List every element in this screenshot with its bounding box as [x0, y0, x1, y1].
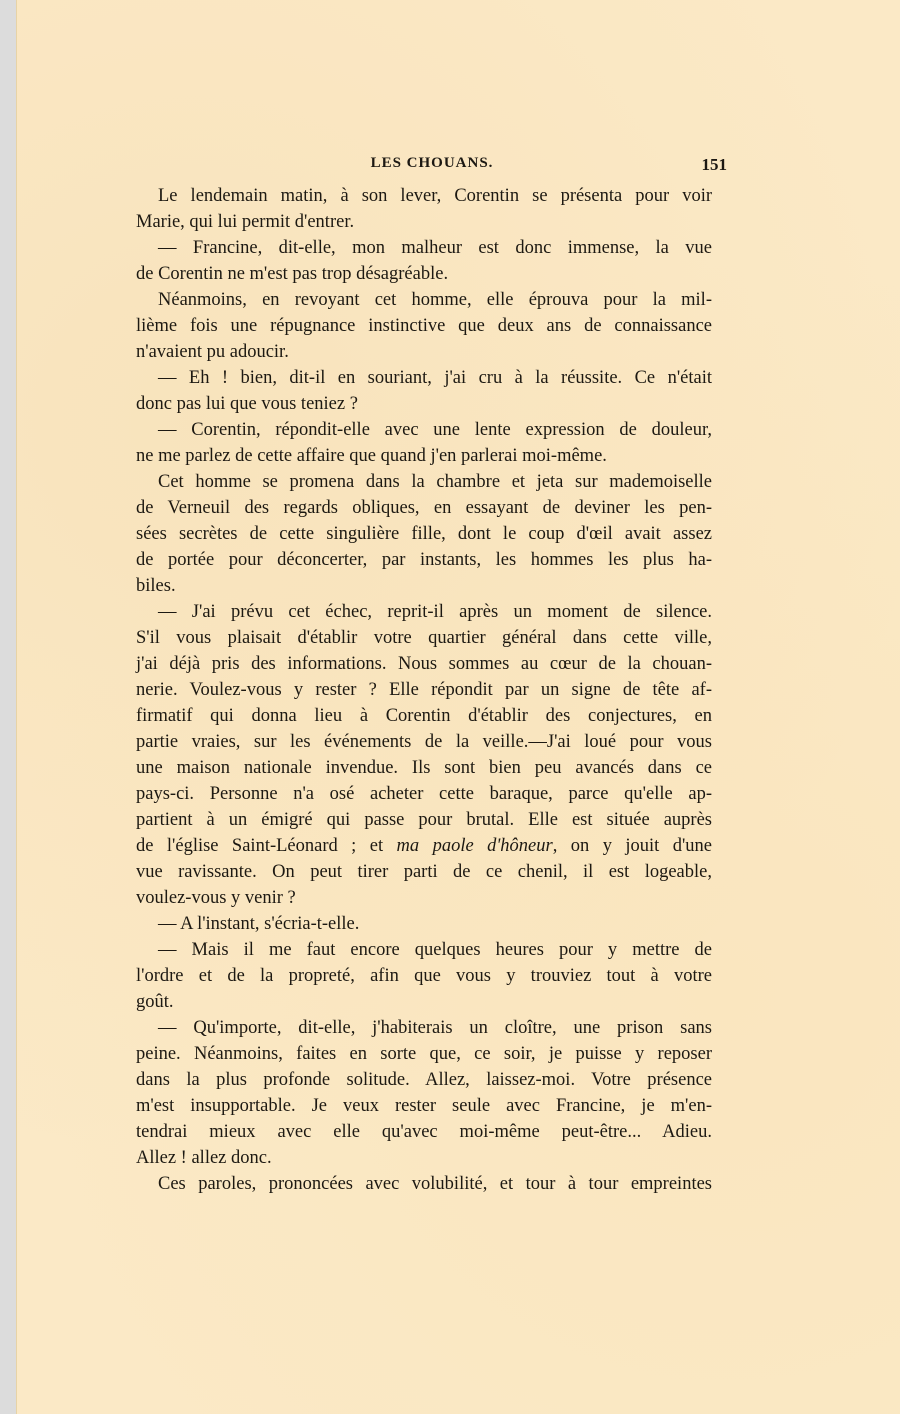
text-line: — Francine, dit-elle, mon malheur est donc immense, la vue [158, 238, 712, 258]
text-line: lième fois une répugnance instinctive que deux ans de connaissance [136, 316, 712, 336]
text-line: partie vraies, sur les événements de la veille.—J'ai loué pour vous [136, 732, 712, 752]
text-line: Ces paroles, prononcées avec volubilité, et tour à tour empreintes [158, 1174, 712, 1194]
text-segment: , on y jouit d'une [552, 836, 713, 856]
paragraph [136, 183, 712, 235]
text-line: — Mais il me faut encore quelques heures pour y mettre de [158, 940, 712, 960]
text-segment: de l'église Saint-Léonard ; et [136, 836, 397, 856]
paragraph [136, 235, 712, 287]
text-line: l'ordre et de la propreté, afin que vous y trouviez tout à votre [136, 966, 712, 986]
text-line: de Verneuil des regards obliques, en essayant de deviner les pen- [136, 498, 712, 518]
text-line: une maison nationale invendue. Ils sont bien peu avancés dans ce [136, 758, 712, 778]
text-line: sées secrètes de cette singulière fille, dont le coup d'œil avait assez [136, 524, 712, 544]
paragraph [136, 417, 712, 469]
text-line: ne me parlez de cette affaire que quand j'en parlerai moi-même. [136, 446, 607, 466]
text-line: — Corentin, répondit-elle avec une lente expression de douleur, [158, 420, 712, 440]
paragraph [136, 599, 712, 911]
paragraph [136, 1171, 712, 1197]
italic-phrase: ma paole d'hôneur [396, 836, 553, 856]
text-line: nerie. Voulez-vous y rester ? Elle répondit par un signe de tête af- [136, 680, 712, 700]
running-head [137, 155, 727, 179]
text-line: — Qu'importe, dit-elle, j'habiterais un cloître, une prison sans [158, 1018, 712, 1038]
text-line: peine. Néanmoins, faites en sorte que, ce soir, je puisse y reposer [136, 1044, 712, 1064]
text-line: vue ravissante. On peut tirer parti de ce chenil, il est logeable, [136, 862, 712, 882]
text-line-with-italic [136, 833, 712, 859]
body-text [136, 183, 712, 1197]
text-line: Marie, qui lui permit d'entrer. [136, 212, 355, 232]
text-line: partient à un émigré qui passe pour brutal. Elle est située auprès [136, 810, 712, 830]
text-line: firmatif qui donna lieu à Corentin d'établir des conjectures, en [136, 706, 712, 726]
text-line: — J'ai prévu cet échec, reprit-il après un moment de silence. [158, 602, 712, 622]
paragraph [136, 937, 712, 1015]
text-line: de Corentin ne m'est pas trop désagréable. [136, 264, 449, 284]
text-line: S'il vous plaisait d'établir votre quartier général dans cette ville, [136, 628, 712, 648]
text-line: biles. [136, 576, 176, 596]
book-page [16, 0, 900, 1414]
paragraph [136, 287, 712, 365]
paragraph [136, 1015, 712, 1171]
text-line: dans la plus profonde solitude. Allez, laissez-moi. Votre présence [136, 1070, 712, 1090]
text-line: voulez-vous y venir ? [136, 888, 296, 908]
paragraph [136, 911, 712, 937]
paragraph [136, 469, 712, 599]
text-line: Néanmoins, en revoyant cet homme, elle éprouva pour la mil- [158, 290, 712, 310]
text-line: de portée pour déconcerter, par instants, les hommes les plus ha- [136, 550, 712, 570]
text-line: n'avaient pu adoucir. [136, 342, 289, 362]
text-line: m'est insupportable. Je veux rester seule avec Francine, je m'en- [136, 1096, 712, 1116]
running-title: LES CHOUANS. [370, 155, 494, 171]
text-line: Allez ! allez donc. [136, 1148, 272, 1168]
text-line: — A l'instant, s'écria-t-elle. [158, 914, 360, 934]
text-line: goût. [136, 992, 174, 1012]
text-line: j'ai déjà pris des informations. Nous sommes au cœur de la chouan- [136, 654, 712, 674]
page-number: 151 [701, 155, 727, 174]
text-line: donc pas lui que vous teniez ? [136, 394, 358, 414]
text-line: pays-ci. Personne n'a osé acheter cette baraque, parce qu'elle ap- [136, 784, 712, 804]
text-line: — Eh ! bien, dit-il en souriant, j'ai cru à la réussite. Ce n'était [158, 368, 712, 388]
paragraph [136, 365, 712, 417]
text-line: Le lendemain matin, à son lever, Corentin se présenta pour voir [158, 186, 712, 206]
text-line: tendrai mieux avec elle qu'avec moi-même peut-être... Adieu. [136, 1122, 712, 1142]
text-line: Cet homme se promena dans la chambre et jeta sur mademoiselle [158, 472, 712, 492]
